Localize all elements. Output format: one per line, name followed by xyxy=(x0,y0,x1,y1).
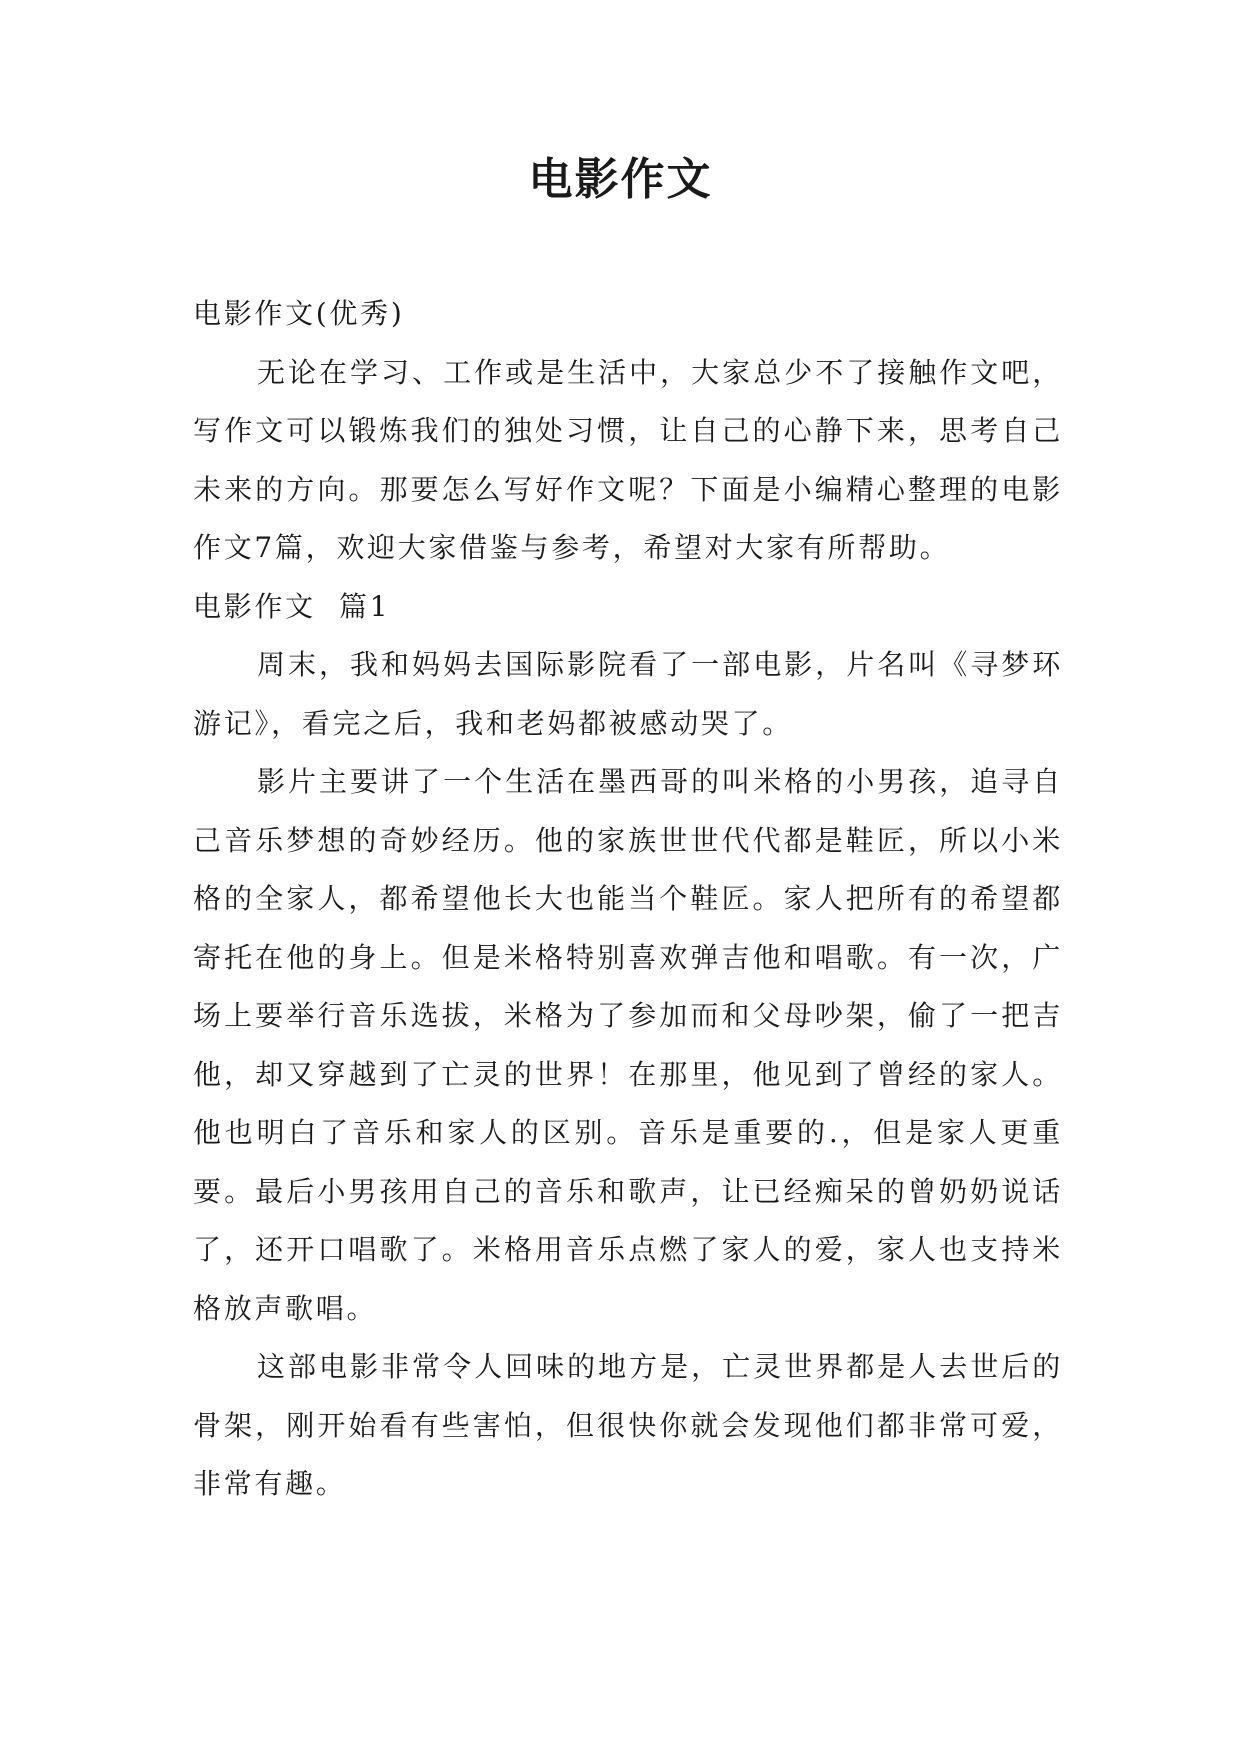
document-title: 电影作文 xyxy=(528,154,713,205)
body-paragraph: 影片主要讲了一个生活在墨西哥的叫米格的小男孩，追寻自己音乐梦想的奇妙经历。他的家族世世代代都是鞋匠，所以小米格的全家人，都希望他长大也能当个鞋匠。家人把所有的希望都寄托在他的身上。但是米格特别喜欢弹吉他和唱歌。有一次，广场上要举行音乐选拔，米格为了参加而和父母吵架，偷了一把吉他，却又穿越到了亡灵的世界！在那里，他见到了曾经的家人。他也明白了音乐和家人的区别。音乐是重要的.，但是家人更重要。最后小男孩用自己的音乐和歌声，让已经痴呆的曾奶奶说话了，还开口唱歌了。米格用音乐点燃了家人的爱，家人也支持米格放声歌唱。 xyxy=(193,765,1063,1325)
document-body xyxy=(193,285,1063,1514)
intro-paragraph: 无论在学习、工作或是生活中，大家总少不了接触作文吧，写作文可以锻炼我们的独处习惯，让自己的心静下来，思考自己未来的方向。那要怎么写好作文呢？下面是小编精心整理的电影作文7篇，欢迎大家借鉴与参考，希望对大家有所帮助。 xyxy=(193,355,1063,564)
document-subtitle: 电影作文(优秀) xyxy=(193,297,405,330)
body-paragraph: 这部电影非常令人回味的地方是，亡灵世界都是人去世后的骨架，刚开始看有些害怕，但很快你就会发现他们都非常可爱，非常有趣。 xyxy=(193,1350,1063,1500)
body-paragraph: 周末，我和妈妈去国际影院看了一部电影，片名叫《寻梦环游记》，看完之后，我和老妈都被感动哭了。 xyxy=(193,648,1063,740)
section-heading: 电影作文 篇1 xyxy=(193,589,391,623)
